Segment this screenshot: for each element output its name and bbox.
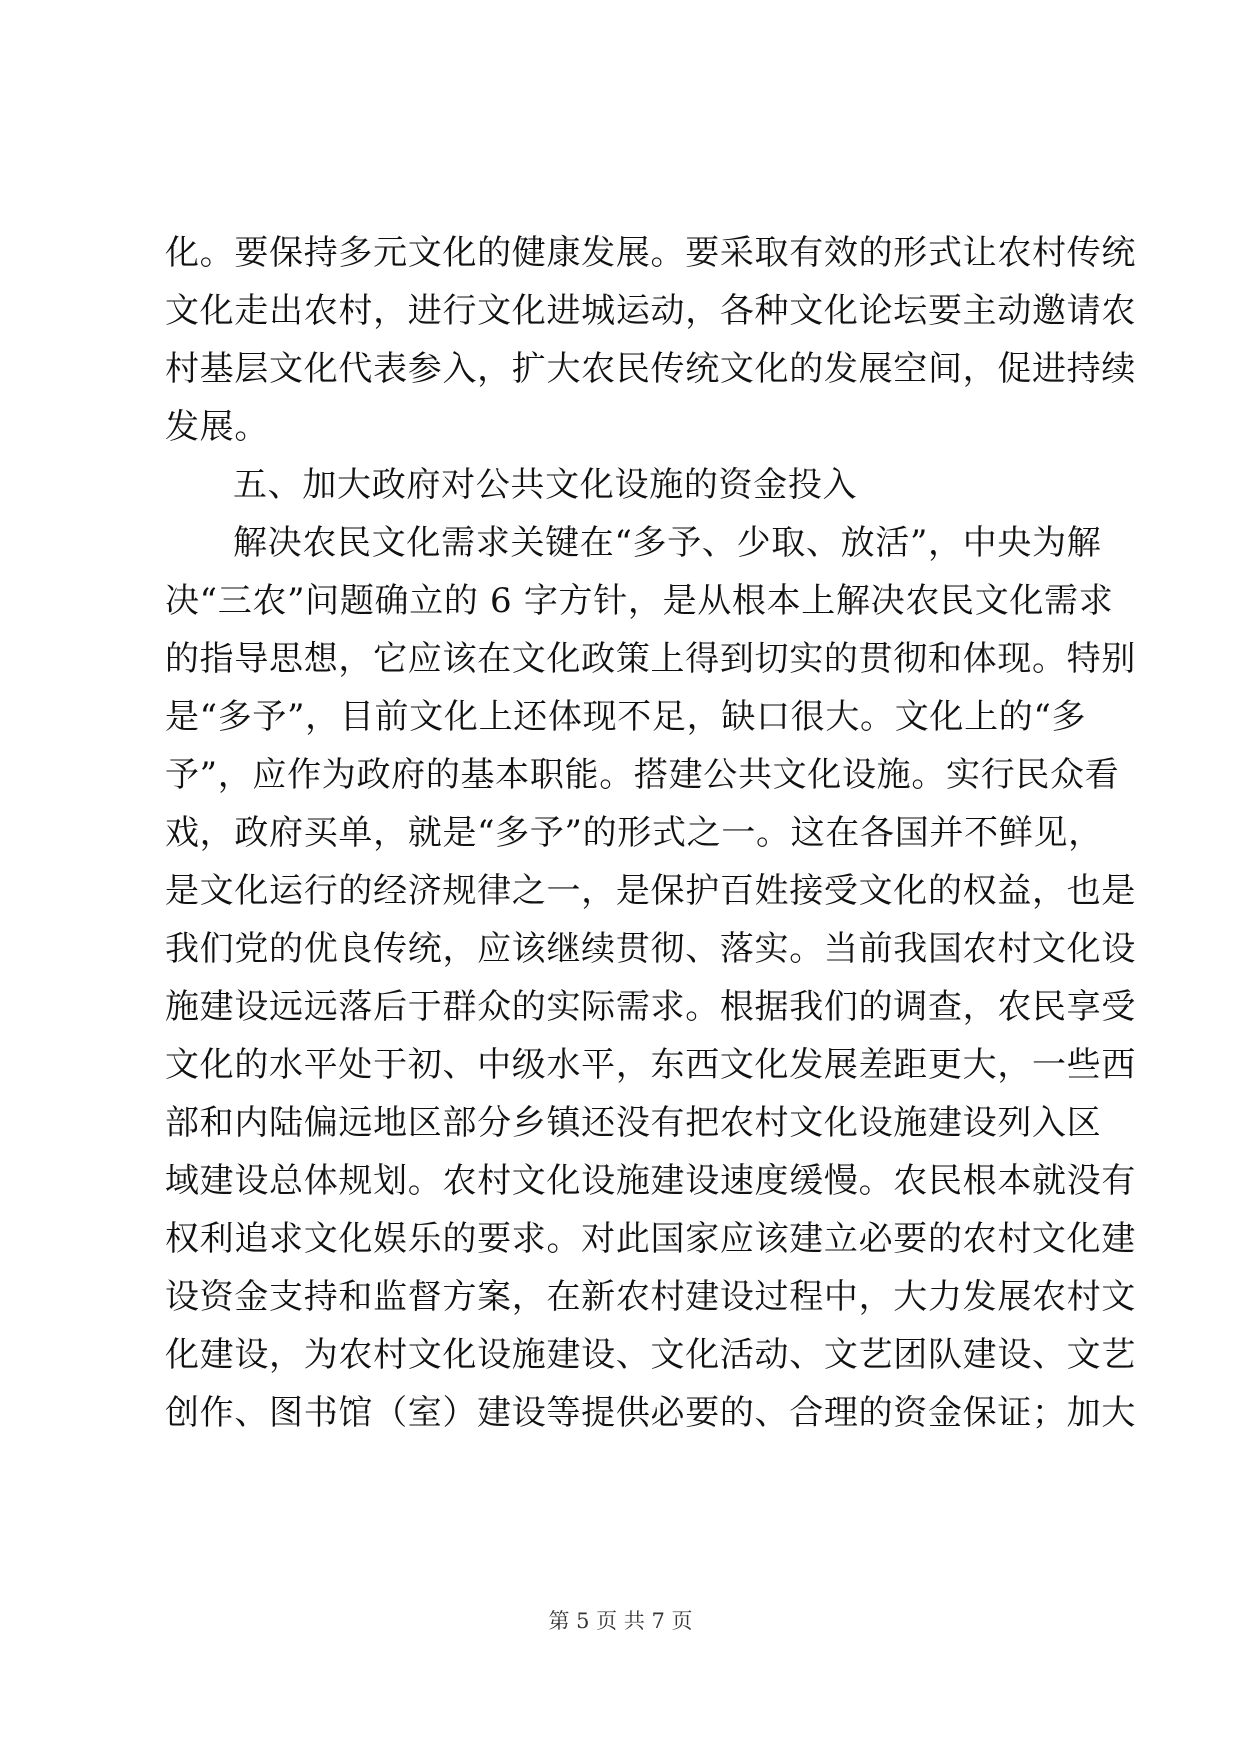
- text-line: 我们党的优良传统，应该继续贯彻、落实。当前我国农村文化设: [165, 929, 1137, 969]
- text-line: 予”，应作为政府的基本职能。搭建公共文化设施。实行民众看: [165, 755, 1120, 795]
- paragraph-first-line: 解决农民文化需求关键在“多予、少取、放活”，中央为解: [233, 523, 1102, 563]
- text-line: 决“三农”问题确立的 6 字方针，是从根本上解决农民文化需求: [165, 581, 1114, 621]
- text-line: 是文化运行的经济规律之一，是保护百姓接受文化的权益，也是: [165, 871, 1137, 911]
- text-line: 施建设远远落后于群众的实际需求。根据我们的调查，农民享受: [165, 987, 1137, 1027]
- text-line: 文化的水平处于初、中级水平，东西文化发展差距更大，一些西: [165, 1045, 1137, 1085]
- text-line: 权利追求文化娱乐的要求。对此国家应该建立必要的农村文化建: [165, 1219, 1137, 1259]
- text-line: 化建设，为农村文化设施建设、文化活动、文艺团队建设、文艺: [165, 1335, 1137, 1375]
- section-heading: 五、加大政府对公共文化设施的资金投入: [233, 465, 858, 505]
- text-line: 化。要保持多元文化的健康发展。要采取有效的形式让农村传统: [165, 233, 1137, 273]
- text-line: 是“多予”，目前文化上还体现不足，缺口很大。文化上的“多: [165, 697, 1087, 737]
- text-line: 创作、图书馆（室）建设等提供必要的、合理的资金保证；加大: [165, 1393, 1137, 1433]
- text-line: 设资金支持和监督方案，在新农村建设过程中，大力发展农村文: [165, 1277, 1137, 1317]
- page-number-footer: 第 5 页 共 7 页: [548, 1609, 693, 1633]
- text-line: 域建设总体规划。农村文化设施建设速度缓慢。农民根本就没有: [165, 1161, 1137, 1201]
- text-line: 村基层文化代表参入，扩大农民传统文化的发展空间，促进持续: [165, 349, 1137, 389]
- text-line: 戏，政府买单，就是“多予”的形式之一。这在各国并不鲜见，: [165, 813, 1103, 853]
- text-line: 部和内陆偏远地区部分乡镇还没有把农村文化设施建设列入区: [165, 1103, 1102, 1143]
- text-line: 的指导思想，它应该在文化政策上得到切实的贯彻和体现。特别: [165, 639, 1137, 679]
- text-line: 发展。: [165, 407, 270, 447]
- text-line: 文化走出农村，进行文化进城运动，各种文化论坛要主动邀请农: [165, 291, 1137, 331]
